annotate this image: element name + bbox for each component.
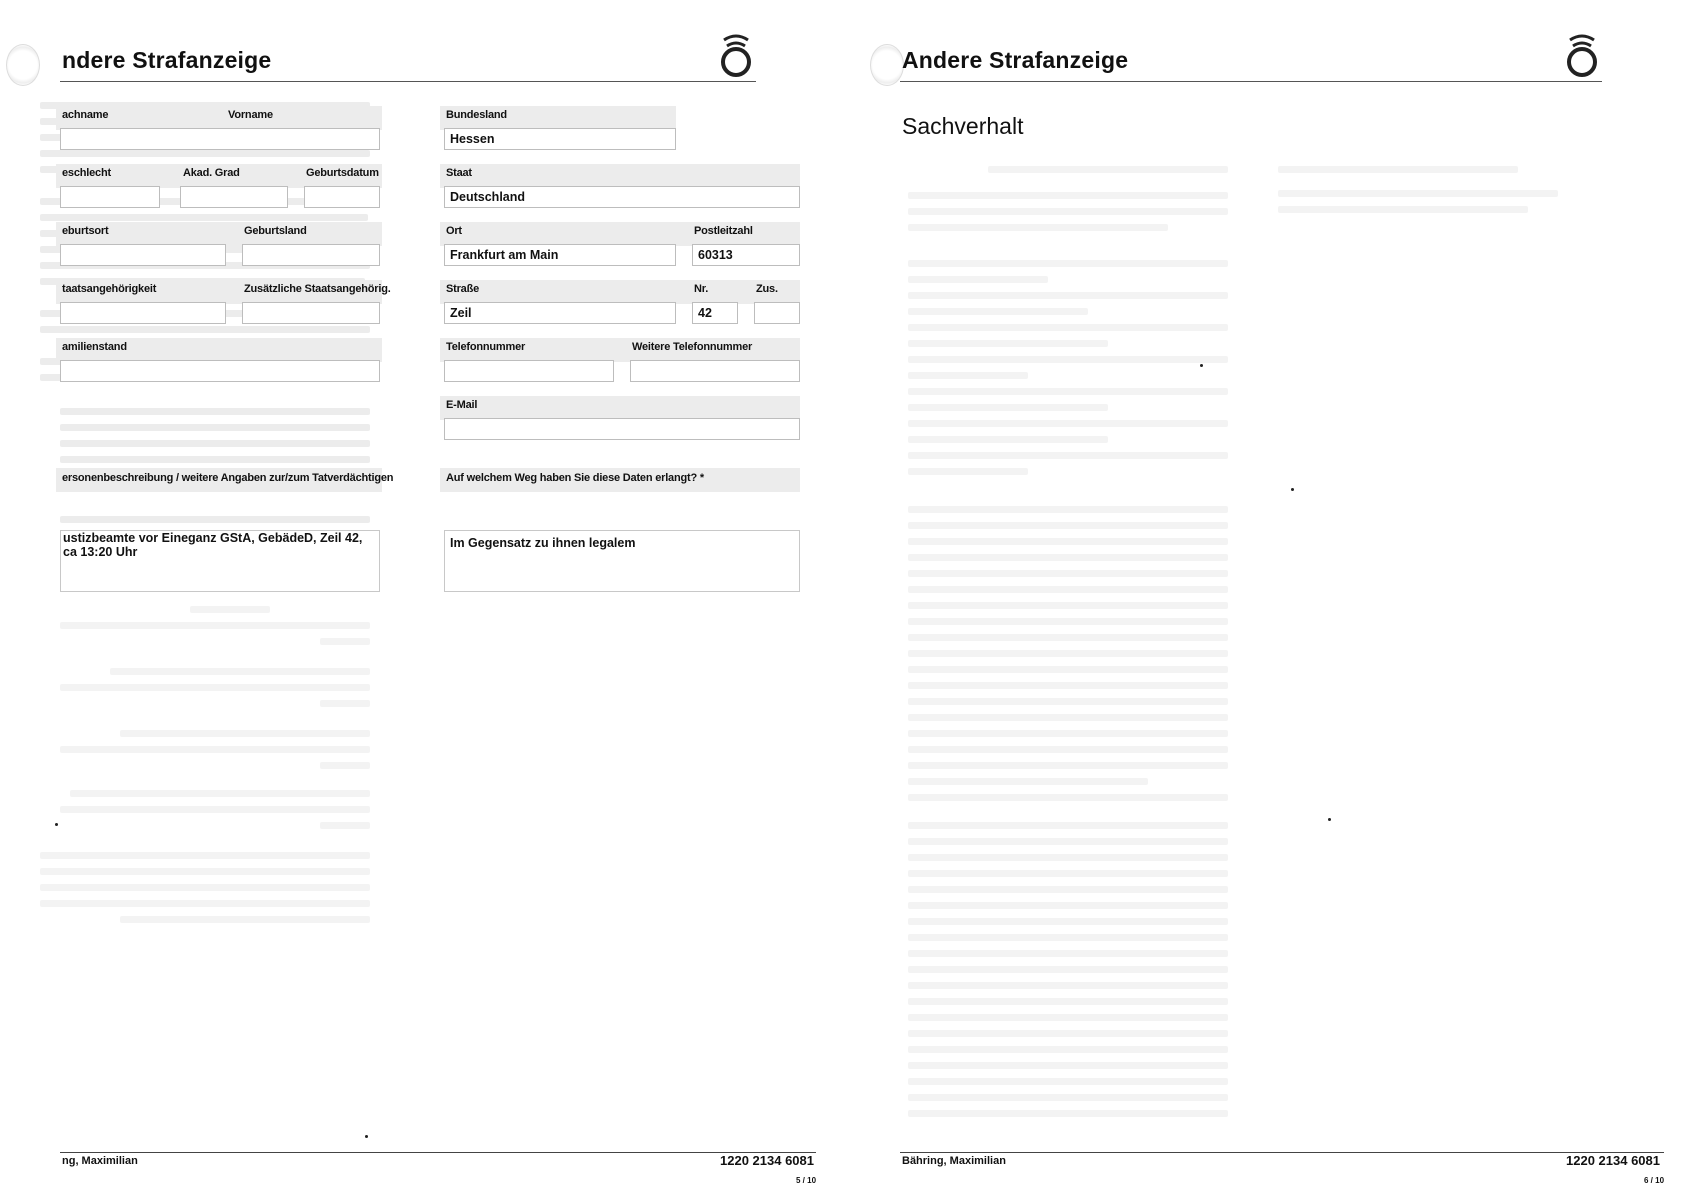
weitere-telefon-label: Weitere Telefonnummer xyxy=(632,341,753,353)
scan-speck xyxy=(1291,488,1294,491)
weitere-telefon-field[interactable] xyxy=(630,360,800,382)
ort-label: Ort xyxy=(446,225,462,237)
header-rule xyxy=(900,81,1602,82)
footer-page: 5 / 10 xyxy=(796,1176,817,1185)
geburtsdatum-field[interactable] xyxy=(304,186,380,208)
geburtsort-field[interactable] xyxy=(60,244,226,266)
hausnummer-field[interactable]: 42 xyxy=(692,302,738,324)
familienstand-field[interactable] xyxy=(60,360,380,382)
row-shade xyxy=(440,164,800,188)
page-header-title: ndere Strafanzeige xyxy=(62,47,272,73)
personenbeschreibung-field[interactable] xyxy=(60,530,380,592)
telefon-field[interactable] xyxy=(444,360,614,382)
nr-label: Nr. xyxy=(694,283,709,295)
vorname-label: Vorname xyxy=(228,109,273,121)
footer-number: 1220 2134 6081 xyxy=(720,1153,814,1168)
footer-name: ng, Maximilian xyxy=(62,1155,138,1167)
strasse-label: Straße xyxy=(446,283,480,295)
email-label: E-Mail xyxy=(446,399,478,411)
zusatz-field[interactable] xyxy=(754,302,800,324)
page-header-title: Andere Strafanzeige xyxy=(902,47,1129,73)
bundesland-field[interactable]: Hessen xyxy=(444,128,676,150)
strasse-field[interactable]: Zeil xyxy=(444,302,676,324)
footer-rule xyxy=(900,1152,1664,1153)
scan-speck xyxy=(365,1135,368,1138)
zus-label: Zus. xyxy=(756,283,778,295)
familienstand-label: amilienstand xyxy=(62,341,127,353)
header-rule xyxy=(60,81,756,82)
punch-hole xyxy=(870,44,904,86)
staat-field[interactable]: Deutschland xyxy=(444,186,800,208)
datenweg-label: Auf welchem Weg haben Sie diese Daten erlangt? * xyxy=(446,472,704,484)
name-field[interactable] xyxy=(60,128,380,150)
section-title: Sachverhalt xyxy=(902,113,1024,139)
nachname-label: achname xyxy=(62,109,109,121)
police-logo-icon xyxy=(1562,30,1602,80)
postleitzahl-field[interactable]: 60313 xyxy=(692,244,800,266)
punch-hole xyxy=(6,44,40,86)
bundesland-label: Bundesland xyxy=(446,109,507,121)
footer-number: 1220 2134 6081 xyxy=(1566,1153,1660,1168)
staatsangehoerigkeit-field[interactable] xyxy=(60,302,226,324)
geburtsdatum-label: Geburtsdatum xyxy=(306,167,379,179)
personenbeschreibung-value: ustizbeamte vor Eineganz GStA, GebädeD, Zeil 42, ca 13:20 Uhr xyxy=(63,531,363,559)
footer-page: 6 / 10 xyxy=(1644,1176,1665,1185)
scan-speck xyxy=(55,823,58,826)
geburtsort-label: eburtsort xyxy=(62,225,109,237)
datenweg-value: Im Gegensatz zu ihnen legalem xyxy=(450,536,636,550)
geburtsland-field[interactable] xyxy=(242,244,380,266)
email-field[interactable] xyxy=(444,418,800,440)
staatsangehoerigkeit-label: taatsangehörigkeit xyxy=(62,283,157,295)
zus-staatsangehoerigkeit-label: Zusätzliche Staatsangehörig. xyxy=(244,283,391,295)
akad-grad-field[interactable] xyxy=(180,186,288,208)
geschlecht-label: eschlecht xyxy=(62,167,111,179)
zus-staatsangehoerigkeit-field[interactable] xyxy=(242,302,380,324)
geschlecht-field[interactable] xyxy=(60,186,160,208)
footer-rule xyxy=(60,1152,816,1153)
akad-grad-label: Akad. Grad xyxy=(183,167,240,179)
ort-field[interactable]: Frankfurt am Main xyxy=(444,244,676,266)
page-right xyxy=(848,0,1696,1199)
geburtsland-label: Geburtsland xyxy=(244,225,307,237)
row-shade xyxy=(440,396,800,420)
row-shade xyxy=(440,280,800,304)
telefon-label: Telefonnummer xyxy=(446,341,526,353)
police-logo-icon xyxy=(716,30,756,80)
datenweg-field[interactable] xyxy=(444,530,800,592)
postleitzahl-label: Postleitzahl xyxy=(694,225,753,237)
scan-speck xyxy=(1328,818,1331,821)
footer-name: Bähring, Maximilian xyxy=(902,1155,1006,1167)
personenbeschreibung-label: ersonenbeschreibung / weitere Angaben zur/zum Tatverdächtigen xyxy=(62,472,394,484)
scan-speck xyxy=(1200,364,1203,367)
staat-label: Staat xyxy=(446,167,472,179)
